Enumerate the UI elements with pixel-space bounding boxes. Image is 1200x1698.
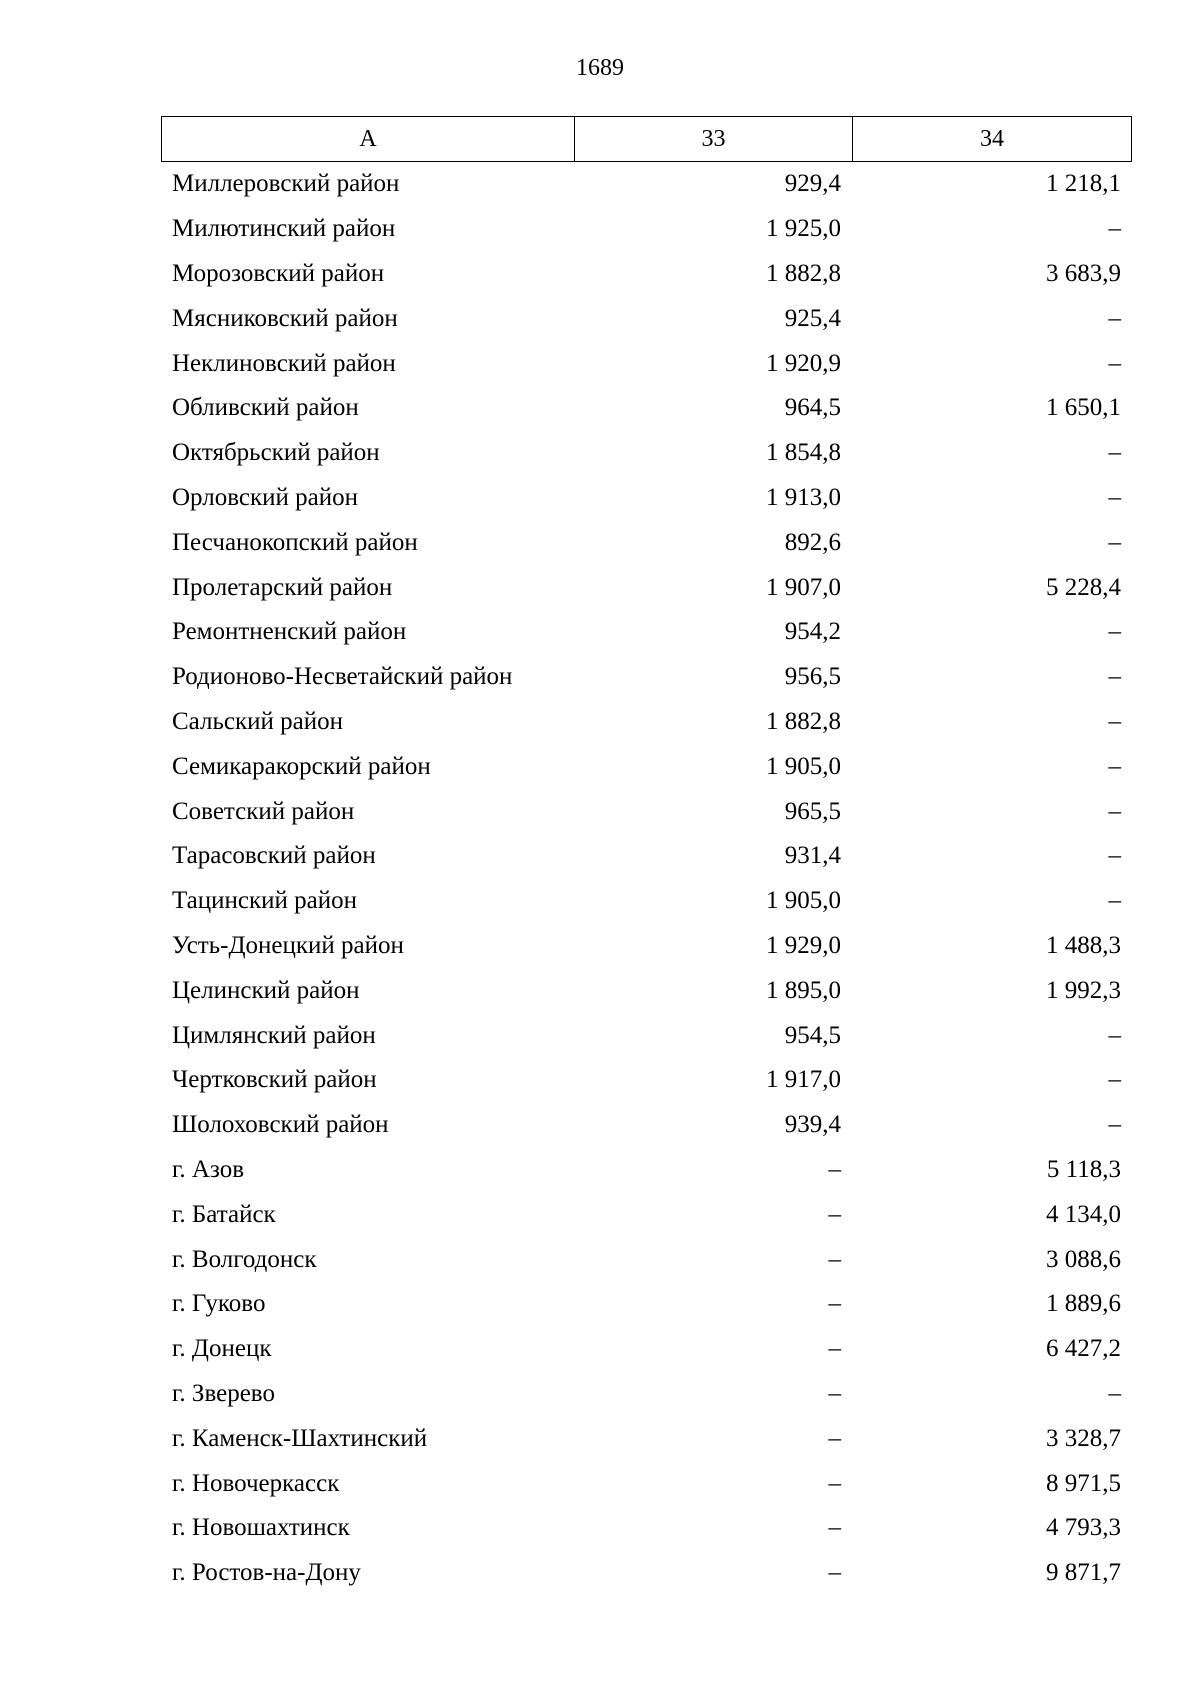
table-row: [161, 1416, 1132, 1461]
value-col-33-cell: –: [828, 1514, 841, 1542]
value-col-33-cell: 964,5: [784, 394, 841, 422]
table-row: [161, 1282, 1132, 1327]
value-col-33-cell: 1 925,0: [766, 215, 841, 243]
territory-name-cell: Советский район: [172, 797, 355, 825]
table-row: [161, 1506, 1132, 1551]
value-col-34-cell: 1 650,1: [1046, 394, 1121, 422]
table-row: [161, 700, 1132, 745]
value-col-34-cell: –: [1108, 618, 1121, 646]
territory-name-cell: г. Новошахтинск: [172, 1514, 350, 1542]
territory-name-cell: г. Азов: [172, 1155, 245, 1183]
value-col-34-cell: 3 328,7: [1046, 1424, 1121, 1452]
table-row: [161, 968, 1132, 1013]
territory-name-cell: Целинский район: [172, 976, 360, 1004]
value-col-33-cell: –: [828, 1290, 841, 1318]
value-col-34-cell: –: [1108, 1379, 1121, 1407]
table-row: [161, 655, 1132, 700]
territory-name-cell: г. Батайск: [172, 1200, 276, 1228]
territory-name-cell: Обливский район: [172, 394, 359, 422]
territory-name-cell: г. Зверево: [172, 1379, 275, 1407]
table-row: [161, 1237, 1132, 1282]
territory-name-cell: г. Гуково: [172, 1290, 266, 1318]
value-col-34-cell: –: [1108, 663, 1121, 691]
value-col-34-cell: 4 793,3: [1046, 1514, 1121, 1542]
value-col-34-cell: 9 871,7: [1046, 1559, 1121, 1587]
header-col-34: 34: [980, 125, 1004, 152]
territory-name-cell: Милютинский район: [172, 215, 396, 243]
value-col-33-cell: 1 929,0: [766, 931, 841, 959]
value-col-34-cell: –: [1108, 707, 1121, 735]
table-row: [161, 924, 1132, 969]
value-col-34-cell: –: [1108, 842, 1121, 870]
table-row: [161, 476, 1132, 521]
value-col-33-cell: 892,6: [784, 528, 841, 556]
value-col-33-cell: 954,2: [784, 618, 841, 646]
value-col-33-cell: 954,5: [784, 1021, 841, 1049]
value-col-33-cell: 939,4: [784, 1111, 841, 1139]
header-col-a: А: [162, 117, 575, 161]
table-row: [161, 1013, 1132, 1058]
value-col-33-cell: 1 917,0: [766, 1066, 841, 1094]
value-col-34-cell: 5 118,3: [1046, 1155, 1121, 1183]
table-row: [161, 341, 1132, 386]
territory-name-cell: г. Донецк: [172, 1335, 272, 1363]
value-col-33-cell: 1 907,0: [766, 573, 841, 601]
value-col-33-cell: –: [828, 1155, 841, 1183]
value-col-34-cell: –: [1108, 887, 1121, 915]
table-row: [161, 207, 1132, 252]
value-col-34-cell: 4 134,0: [1046, 1200, 1121, 1228]
value-col-33-cell: –: [828, 1379, 841, 1407]
value-col-33-cell: 1 854,8: [766, 439, 841, 467]
territory-name-cell: Цимлянский район: [172, 1021, 376, 1049]
territory-name-cell: Тацинский район: [172, 887, 357, 915]
territory-name-cell: Пролетарский район: [172, 573, 393, 601]
value-col-33-cell: 1 913,0: [766, 483, 841, 511]
value-col-33-cell: –: [828, 1469, 841, 1497]
table-row: [161, 834, 1132, 879]
table-row: [161, 431, 1132, 476]
value-col-34-cell: 3 088,6: [1046, 1245, 1121, 1273]
table-row: [161, 252, 1132, 297]
territory-name-cell: Орловский район: [172, 483, 358, 511]
value-col-34-cell: –: [1108, 1111, 1121, 1139]
value-col-34-cell: –: [1108, 1021, 1121, 1049]
table-row: [161, 296, 1132, 341]
territory-name-cell: Сальский район: [172, 707, 343, 735]
value-col-34-cell: –: [1108, 528, 1121, 556]
table-row: [161, 1103, 1132, 1148]
value-col-34-cell: 6 427,2: [1046, 1335, 1121, 1363]
value-col-34-cell: 1 218,1: [1046, 170, 1121, 198]
table-row: [161, 610, 1132, 655]
value-col-34-cell: 1 488,3: [1046, 931, 1121, 959]
value-col-34-cell: 3 683,9: [1046, 259, 1121, 287]
value-col-33-cell: –: [828, 1245, 841, 1273]
table-row: [161, 1192, 1132, 1237]
territory-name-cell: г. Волгодонск: [172, 1245, 317, 1273]
table-row: [161, 1327, 1132, 1372]
table-body: [161, 162, 1132, 1596]
territory-name-cell: г. Новочеркасск: [172, 1469, 340, 1497]
value-col-34-cell: 1 889,6: [1046, 1290, 1121, 1318]
table-row: [161, 789, 1132, 834]
value-col-34-cell: –: [1108, 1066, 1121, 1094]
value-col-33-cell: 1 905,0: [766, 752, 841, 780]
territory-name-cell: Тарасовский район: [172, 842, 376, 870]
table-row: [161, 565, 1132, 610]
value-col-33-cell: –: [828, 1335, 841, 1363]
table-row: [161, 744, 1132, 789]
territory-name-cell: Октябрьский район: [172, 439, 380, 467]
value-col-33-cell: –: [828, 1200, 841, 1228]
page-number: 1689: [576, 55, 624, 81]
value-col-33-cell: 925,4: [784, 304, 841, 332]
table-row: [161, 1551, 1132, 1596]
territory-name-cell: Семикаракорский район: [172, 752, 431, 780]
value-col-33-cell: 1 905,0: [766, 887, 841, 915]
value-col-33-cell: 965,5: [784, 797, 841, 825]
table-row: [161, 386, 1132, 431]
territory-name-cell: Родионово-Несветайский район: [172, 663, 513, 691]
territory-name-cell: Шолоховский район: [172, 1111, 389, 1139]
value-col-34-cell: –: [1108, 483, 1121, 511]
value-col-34-cell: –: [1108, 349, 1121, 377]
territory-name-cell: Песчанокопский район: [172, 528, 418, 556]
value-col-33-cell: –: [828, 1424, 841, 1452]
table-header: [161, 116, 1132, 162]
territory-name-cell: Усть-Донецкий район: [172, 931, 404, 959]
value-col-33-cell: 929,4: [784, 170, 841, 198]
value-col-33-cell: 1 920,9: [766, 349, 841, 377]
value-col-33-cell: 1 882,8: [766, 707, 841, 735]
table-row: [161, 1058, 1132, 1103]
table-row: [161, 879, 1132, 924]
value-col-33-cell: 1 895,0: [766, 976, 841, 1004]
value-col-34-cell: –: [1108, 304, 1121, 332]
territory-name-cell: Чертковский район: [172, 1066, 377, 1094]
value-col-34-cell: –: [1108, 752, 1121, 780]
territory-name-cell: г. Ростов-на-Дону: [172, 1559, 361, 1587]
value-col-34-cell: –: [1108, 439, 1121, 467]
value-col-33-cell: 1 882,8: [766, 259, 841, 287]
territory-name-cell: Морозовский район: [172, 259, 385, 287]
table-row: [161, 520, 1132, 565]
territory-name-cell: Миллеровский район: [172, 170, 400, 198]
table-row: [161, 1148, 1132, 1193]
value-col-33-cell: 956,5: [784, 663, 841, 691]
table-row: [161, 1461, 1132, 1506]
value-col-34-cell: –: [1108, 215, 1121, 243]
territory-name-cell: Мясниковский район: [172, 304, 398, 332]
table-row: [161, 162, 1132, 207]
value-col-34-cell: 8 971,5: [1046, 1469, 1121, 1497]
value-col-34-cell: 5 228,4: [1046, 573, 1121, 601]
header-col-33: 33: [575, 117, 853, 161]
value-col-33-cell: 931,4: [784, 842, 841, 870]
table-row: [161, 1372, 1132, 1417]
data-table: [161, 116, 1132, 1596]
value-col-34-cell: –: [1108, 797, 1121, 825]
value-col-34-cell: 1 992,3: [1046, 976, 1121, 1004]
value-col-33-cell: –: [828, 1559, 841, 1587]
territory-name-cell: Ремонтненский район: [172, 618, 407, 646]
territory-name-cell: Неклиновский район: [172, 349, 396, 377]
territory-name-cell: г. Каменск-Шахтинский: [172, 1424, 428, 1452]
